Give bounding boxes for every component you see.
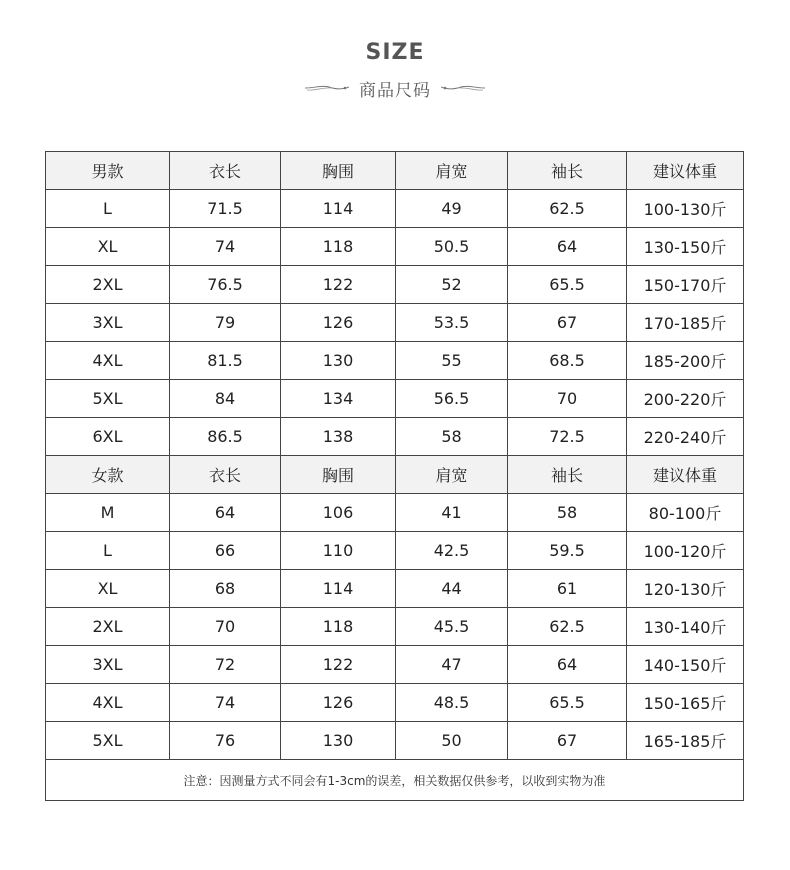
table-cell: 45.5 [396, 608, 508, 646]
table-cell: 72 [170, 646, 281, 684]
table-cell: 86.5 [170, 418, 281, 456]
table-row [46, 304, 744, 342]
table-cell: 3XL [46, 304, 170, 342]
column-header: 袖长 [508, 152, 627, 190]
measurement-note: 注意：因测量方式不同会有1-3cm的误差，相关数据仅供参考，以收到实物为准 [46, 760, 744, 801]
table-cell: 134 [281, 380, 396, 418]
table-row [46, 570, 744, 608]
note-row [46, 760, 744, 801]
table-cell: 74 [170, 684, 281, 722]
table-cell: 200-220斤 [627, 380, 744, 418]
table-cell: 84 [170, 380, 281, 418]
table-row [46, 722, 744, 760]
table-row [46, 494, 744, 532]
table-cell: 44 [396, 570, 508, 608]
table-cell: 65.5 [508, 266, 627, 304]
table-cell: 6XL [46, 418, 170, 456]
subtitle-row [0, 76, 790, 100]
table-row [46, 380, 744, 418]
table-cell: 64 [170, 494, 281, 532]
column-header: 胸围 [281, 152, 396, 190]
table-cell: 170-185斤 [627, 304, 744, 342]
table-cell: 220-240斤 [627, 418, 744, 456]
table-cell: 122 [281, 646, 396, 684]
size-chart-body [46, 152, 744, 801]
table-cell: 126 [281, 304, 396, 342]
table-cell: 53.5 [396, 304, 508, 342]
table-cell: 4XL [46, 342, 170, 380]
table-cell: 64 [508, 228, 627, 266]
table-cell: 68 [170, 570, 281, 608]
left-ornament-icon [305, 81, 349, 95]
table-cell: 130-140斤 [627, 608, 744, 646]
column-header: 袖长 [508, 456, 627, 494]
table-cell: 58 [396, 418, 508, 456]
table-cell: 79 [170, 304, 281, 342]
table-cell: 67 [508, 722, 627, 760]
table-cell: 100-120斤 [627, 532, 744, 570]
table-cell: 122 [281, 266, 396, 304]
table-cell: 65.5 [508, 684, 627, 722]
table-row [46, 646, 744, 684]
table-cell: 130 [281, 722, 396, 760]
column-header: 女款 [46, 456, 170, 494]
table-cell: 5XL [46, 722, 170, 760]
column-header: 衣长 [170, 456, 281, 494]
table-cell: 5XL [46, 380, 170, 418]
table-cell: L [46, 190, 170, 228]
right-ornament-icon [441, 81, 485, 95]
table-cell: 138 [281, 418, 396, 456]
table-cell: 150-165斤 [627, 684, 744, 722]
table-cell: M [46, 494, 170, 532]
column-header: 建议体重 [627, 152, 744, 190]
women-header-row [46, 456, 744, 494]
table-cell: 118 [281, 608, 396, 646]
column-header: 肩宽 [396, 456, 508, 494]
table-cell: 62.5 [508, 608, 627, 646]
table-cell: 118 [281, 228, 396, 266]
table-cell: 4XL [46, 684, 170, 722]
column-header: 建议体重 [627, 456, 744, 494]
table-cell: 70 [508, 380, 627, 418]
table-cell: 2XL [46, 266, 170, 304]
table-cell: 140-150斤 [627, 646, 744, 684]
table-cell: 52 [396, 266, 508, 304]
table-cell: 185-200斤 [627, 342, 744, 380]
table-cell: 76.5 [170, 266, 281, 304]
table-cell: 62.5 [508, 190, 627, 228]
table-cell: 76 [170, 722, 281, 760]
table-cell: 81.5 [170, 342, 281, 380]
column-header: 肩宽 [396, 152, 508, 190]
size-chart-table [45, 151, 744, 801]
table-cell: 67 [508, 304, 627, 342]
table-cell: 114 [281, 570, 396, 608]
table-cell: 120-130斤 [627, 570, 744, 608]
table-cell: 74 [170, 228, 281, 266]
column-header: 男款 [46, 152, 170, 190]
men-header-row [46, 152, 744, 190]
table-cell: 100-130斤 [627, 190, 744, 228]
table-cell: 126 [281, 684, 396, 722]
table-row [46, 266, 744, 304]
table-row [46, 532, 744, 570]
table-row [46, 342, 744, 380]
table-row [46, 684, 744, 722]
table-cell: 56.5 [396, 380, 508, 418]
table-cell: 47 [396, 646, 508, 684]
column-header: 胸围 [281, 456, 396, 494]
column-header: 衣长 [170, 152, 281, 190]
table-cell: 110 [281, 532, 396, 570]
table-cell: 49 [396, 190, 508, 228]
table-cell: 50.5 [396, 228, 508, 266]
table-cell: 42.5 [396, 532, 508, 570]
table-row [46, 228, 744, 266]
table-cell: 165-185斤 [627, 722, 744, 760]
table-row [46, 418, 744, 456]
table-cell: 66 [170, 532, 281, 570]
page-subtitle: 商品尺码 [359, 80, 431, 101]
table-cell: XL [46, 570, 170, 608]
table-cell: 130-150斤 [627, 228, 744, 266]
table-cell: 59.5 [508, 532, 627, 570]
table-cell: 55 [396, 342, 508, 380]
table-cell: 41 [396, 494, 508, 532]
table-cell: 72.5 [508, 418, 627, 456]
table-row [46, 608, 744, 646]
table-cell: 61 [508, 570, 627, 608]
table-cell: 70 [170, 608, 281, 646]
table-cell: XL [46, 228, 170, 266]
table-cell: 3XL [46, 646, 170, 684]
table-cell: 130 [281, 342, 396, 380]
table-cell: 64 [508, 646, 627, 684]
table-cell: 50 [396, 722, 508, 760]
table-cell: 2XL [46, 608, 170, 646]
table-cell: 58 [508, 494, 627, 532]
page-title: SIZE [365, 40, 425, 65]
table-cell: 114 [281, 190, 396, 228]
table-cell: 48.5 [396, 684, 508, 722]
table-cell: 106 [281, 494, 396, 532]
table-row [46, 190, 744, 228]
table-cell: 150-170斤 [627, 266, 744, 304]
table-cell: 68.5 [508, 342, 627, 380]
table-cell: 71.5 [170, 190, 281, 228]
table-cell: L [46, 532, 170, 570]
table-cell: 80-100斤 [627, 494, 744, 532]
